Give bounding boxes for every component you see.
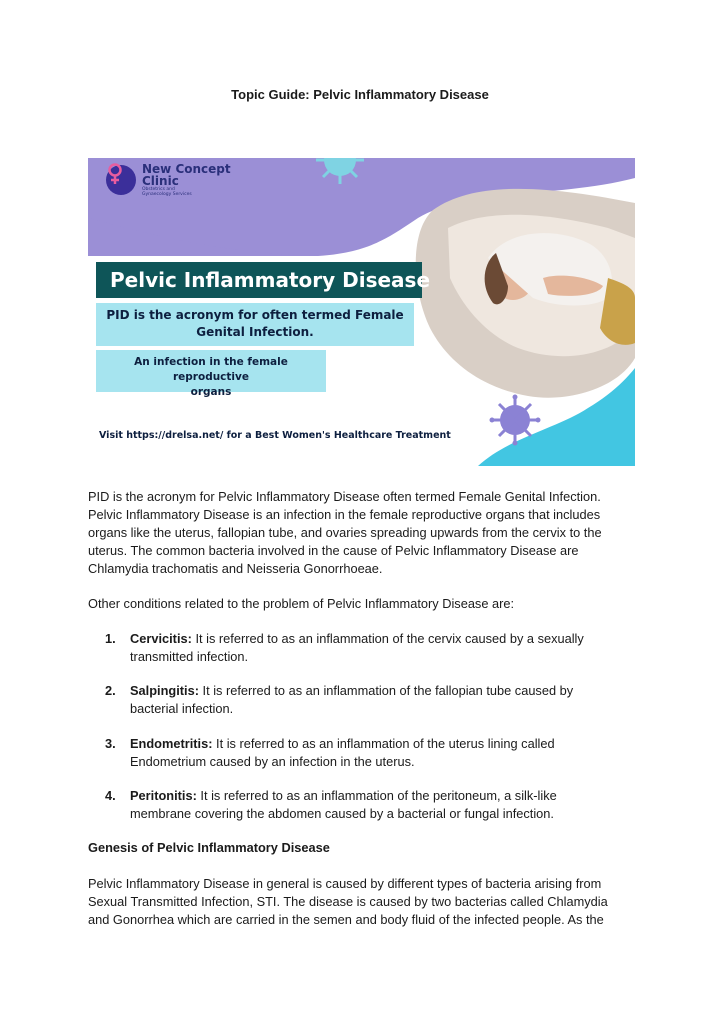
list-number: 3.: [105, 736, 116, 751]
text-line: Pelvic Inflammatory Disease is an infection in the female reproductive organs that includes: [88, 507, 601, 522]
list-number: 4.: [105, 788, 116, 803]
text-line: Chlamydia trachomatis and Neisseria Gonorrhoeae.: [88, 561, 383, 576]
condition-term: Cervicitis:: [130, 631, 192, 646]
section-heading-genesis: Genesis of Pelvic Inflammatory Disease: [88, 840, 330, 855]
condition-text: It is referred to as an inflammation of the uterus lining called: [212, 736, 555, 751]
condition-term: Endometritis:: [130, 736, 213, 751]
text-line: Pelvic Inflammatory Disease in general is caused by different types of bacteria arising from: [88, 876, 602, 891]
pid-definition-box: [96, 303, 414, 346]
condition-text: It is referred to as an inflammation of the cervix caused by a sexually: [191, 631, 584, 646]
text-line: PID is the acronym for Pelvic Inflammatory Disease often termed Female Genital Infection.: [88, 489, 601, 504]
condition-text: membrane covering the abdomen caused by a bacterial or fungal infection.: [130, 806, 554, 821]
text-line: uterus. The common bacteria involved in the cause of Pelvic Inflammatory Disease are: [88, 543, 579, 558]
logo-name-line2: Clinic: [142, 174, 179, 188]
logo-name-line1: New Concept: [142, 162, 231, 176]
logo-sub-line2: Gynaecology Services: [142, 192, 192, 197]
female-symbol-icon: [106, 165, 136, 195]
intro-paragraph: [88, 488, 636, 578]
pid-line1: PID is the acronym for often termed Female: [106, 308, 404, 322]
list-number: 2.: [105, 683, 116, 698]
pid-line2: Genital Infection.: [196, 325, 314, 339]
text-line: and Gonorrhea which are carried in the semen and body fluid of the infected people. As the: [88, 912, 604, 927]
condition-term: Peritonitis:: [130, 788, 197, 803]
infection-line1: An infection in the female reproductive: [134, 356, 288, 383]
infection-box: [96, 350, 326, 398]
conditions-intro: Other conditions related to the problem of Pelvic Inflammatory Disease are:: [88, 596, 515, 611]
text-line: Sexual Transmitted Infection, STI. The disease is caused by two bacterias called Chlamydia: [88, 894, 608, 909]
genesis-paragraph: [88, 875, 636, 929]
condition-text: bacterial infection.: [130, 701, 234, 716]
visit-website-line: Visit https://drelsa.net/ for a Best Women's Healthcare Treatment: [99, 430, 451, 441]
infection-line2: organs: [190, 386, 232, 398]
list-number: 1.: [105, 631, 116, 646]
condition-term: Salpingitis:: [130, 683, 199, 698]
logo-sub-line1: Obstetrics and: [142, 187, 175, 192]
condition-text: It is referred to as an inflammation of the fallopian tube caused by: [198, 683, 574, 698]
condition-text: Endometrium caused by an infection in the uterus.: [130, 754, 415, 769]
text-line: organs like the uterus, fallopian tube, and ovaries spreading upwards from the cervix to the: [88, 525, 602, 540]
condition-text: transmitted infection.: [130, 649, 249, 664]
condition-text: It is referred to as an inflammation of the peritoneum, a silk-like: [196, 788, 557, 803]
banner-headline: Pelvic Inflammatory Disease: [96, 262, 422, 298]
banner-image: [88, 158, 635, 466]
clinic-logo: [106, 163, 231, 197]
page-title: Topic Guide: Pelvic Inflammatory Disease: [231, 87, 489, 102]
